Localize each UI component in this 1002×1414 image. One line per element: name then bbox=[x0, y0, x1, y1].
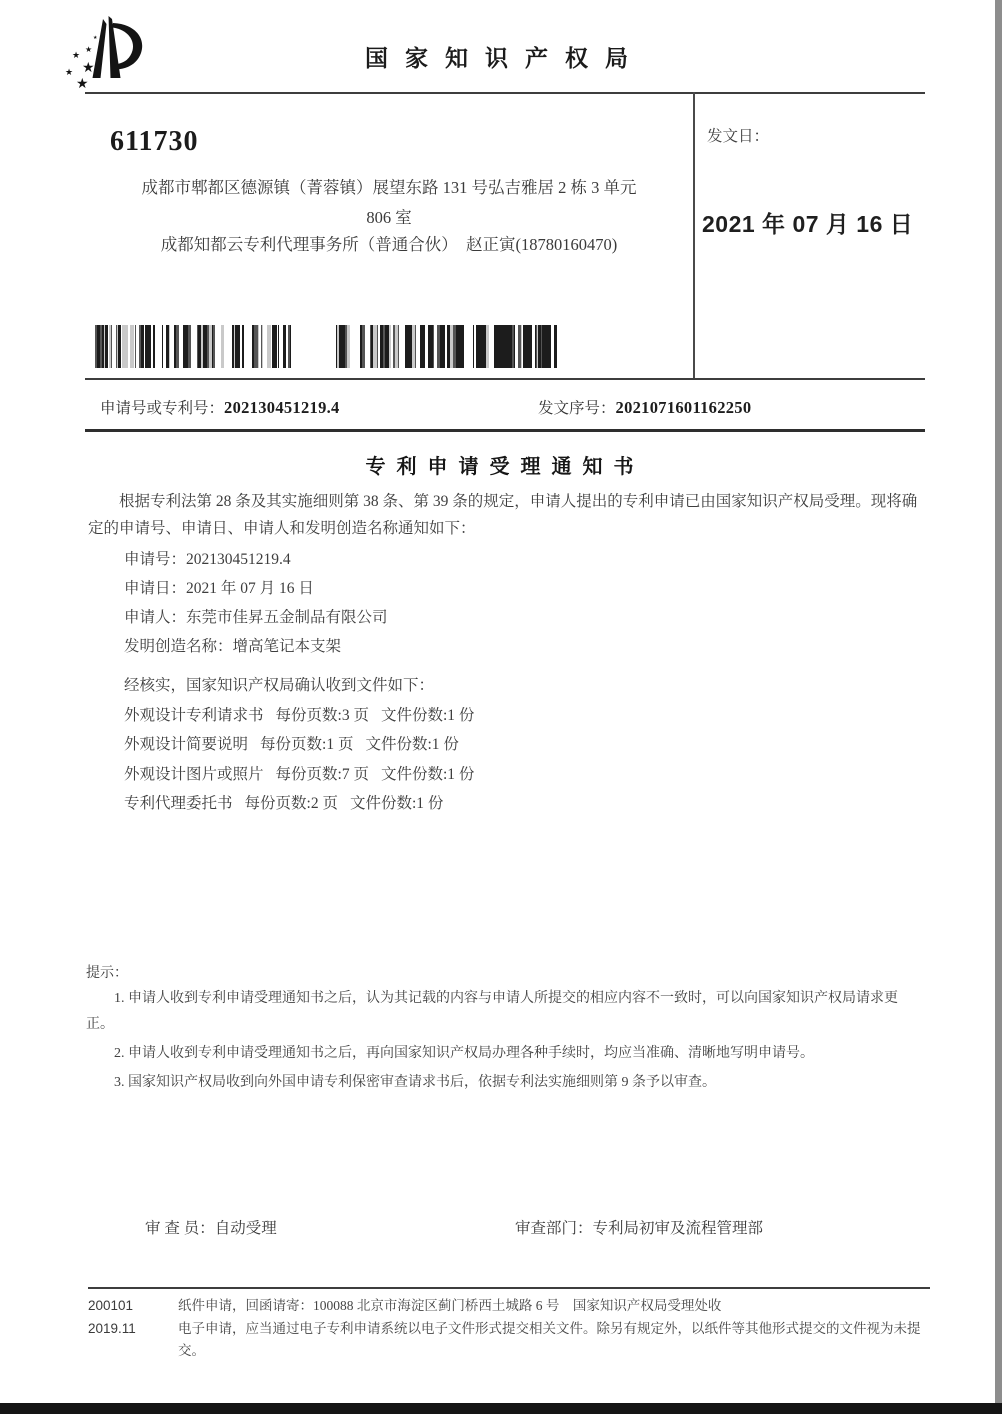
barcode-1 bbox=[95, 325, 291, 368]
issue-date-value: 2021 年 07 月 16 日 bbox=[702, 211, 914, 237]
address-box-bottom-rule bbox=[85, 378, 925, 380]
scan-edge-right bbox=[995, 0, 1002, 1414]
header-rule bbox=[85, 92, 925, 94]
examiner-value: 自动受理 bbox=[214, 1220, 277, 1237]
logo-star: ★ bbox=[76, 77, 89, 92]
received-file-row: 外观设计专利请求书 每份页数:3 页 文件份数:1 份 bbox=[124, 706, 475, 724]
tips-title: 提示： bbox=[86, 966, 128, 981]
field-row: 申请人：东莞市佳昇五金制品有限公司 bbox=[124, 609, 388, 626]
footer-notes bbox=[178, 1295, 922, 1363]
barcode-2 bbox=[333, 325, 557, 368]
field-row: 申请日：2021 年 07 月 16 日 bbox=[124, 580, 314, 597]
recipient-address-line2: 806 室 bbox=[366, 208, 412, 227]
received-intro: 经核实，国家知识产权局确认收到文件如下： bbox=[124, 677, 435, 694]
serial-number-label: 发文序号： bbox=[538, 400, 616, 417]
form-date: 2019.11 bbox=[88, 1320, 136, 1336]
date-box-divider bbox=[693, 92, 695, 379]
serial-number-field bbox=[538, 396, 751, 418]
svg-text:★: ★ bbox=[82, 61, 95, 76]
field-row: 申请号：202130451219.4 bbox=[124, 551, 291, 568]
agency-title: 国家知识产权局 bbox=[365, 46, 645, 71]
application-fields bbox=[124, 545, 388, 661]
tip-item: 3. 国家知识产权局收到向外国申请专利保密审查请求书后，依据专利法实施细则第 9 条予以审查。 bbox=[114, 1075, 716, 1090]
received-file-row: 外观设计图片或照片 每份页数:7 页 文件份数:1 份 bbox=[124, 765, 475, 783]
dispatch-code: 611730 bbox=[110, 126, 199, 157]
received-files bbox=[124, 671, 474, 819]
footer-note-electronic: 电子申请，应当通过电子专利申请系统以电子文件形式提交相关文件。除另有规定外，以纸件等其他形式提交的文件视为未提交。 bbox=[178, 1320, 921, 1358]
footer bbox=[88, 1295, 922, 1363]
form-code: 200101 bbox=[88, 1298, 134, 1313]
tips-list bbox=[86, 986, 922, 1099]
svg-text:★: ★ bbox=[93, 36, 98, 41]
svg-text:★: ★ bbox=[85, 45, 93, 54]
svg-text:★: ★ bbox=[72, 50, 81, 60]
notice-title: 专利申请受理通知书 bbox=[365, 456, 645, 478]
department-field bbox=[515, 1216, 763, 1238]
footer-rule bbox=[88, 1287, 930, 1289]
field-row: 发明创造名称：增高笔记本支架 bbox=[124, 638, 342, 655]
section-divider-rule bbox=[85, 429, 925, 432]
notice-intro: 根据专利法第 28 条及其实施细则第 38 条、第 39 条的规定，申请人提出的专利申请已由国家知识产权局受理。现将确定的申请号、申请日、申请人和发明创造名称通知如下： bbox=[88, 493, 918, 537]
tip-item: 1. 申请人收到专利申请受理通知书之后，认为其记载的内容与申请人所提交的相应内容不一致时，可以向国家知识产权局请求更正。 bbox=[86, 991, 898, 1032]
form-codes bbox=[88, 1295, 178, 1363]
scan-edge-bottom bbox=[0, 1403, 1002, 1414]
received-file-row: 外观设计简要说明 每份页数:1 页 文件份数:1 份 bbox=[124, 736, 459, 753]
serial-number-value: 2021071601162250 bbox=[615, 398, 752, 417]
issue-date-label: 发文日： bbox=[707, 128, 770, 145]
svg-text:★: ★ bbox=[65, 67, 74, 77]
department-label: 审查部门： bbox=[515, 1220, 593, 1237]
application-number-label: 申请号或专利号： bbox=[100, 400, 225, 417]
footer-note-paper: 纸件申请，回函请寄：100088 北京市海淀区蓟门桥西土城路 6 号 国家知识产权局受理处收 bbox=[178, 1298, 722, 1313]
application-number-field bbox=[100, 396, 340, 418]
department-value: 专利局初审及流程管理部 bbox=[592, 1220, 764, 1237]
examiner-label: 审 查 员： bbox=[145, 1220, 215, 1237]
recipient-address-line1: 成都市郫都区德源镇（菁蓉镇）展望东路 131 号弘吉雅居 2 栋 3 单元 bbox=[141, 178, 637, 197]
application-number-value: 202130451219.4 bbox=[224, 398, 340, 417]
tip-item: 2. 申请人收到专利申请受理通知书之后，再向国家知识产权局办理各种手续时，均应当准确、清晰地写明申请号。 bbox=[114, 1046, 814, 1061]
received-file-row: 专利代理委托书 每份页数:2 页 文件份数:1 份 bbox=[124, 795, 444, 812]
agent-line: 成都知都云专利代理事务所（普通合伙） 赵正寅(18780160470) bbox=[160, 235, 618, 254]
examiner-field bbox=[145, 1216, 277, 1238]
